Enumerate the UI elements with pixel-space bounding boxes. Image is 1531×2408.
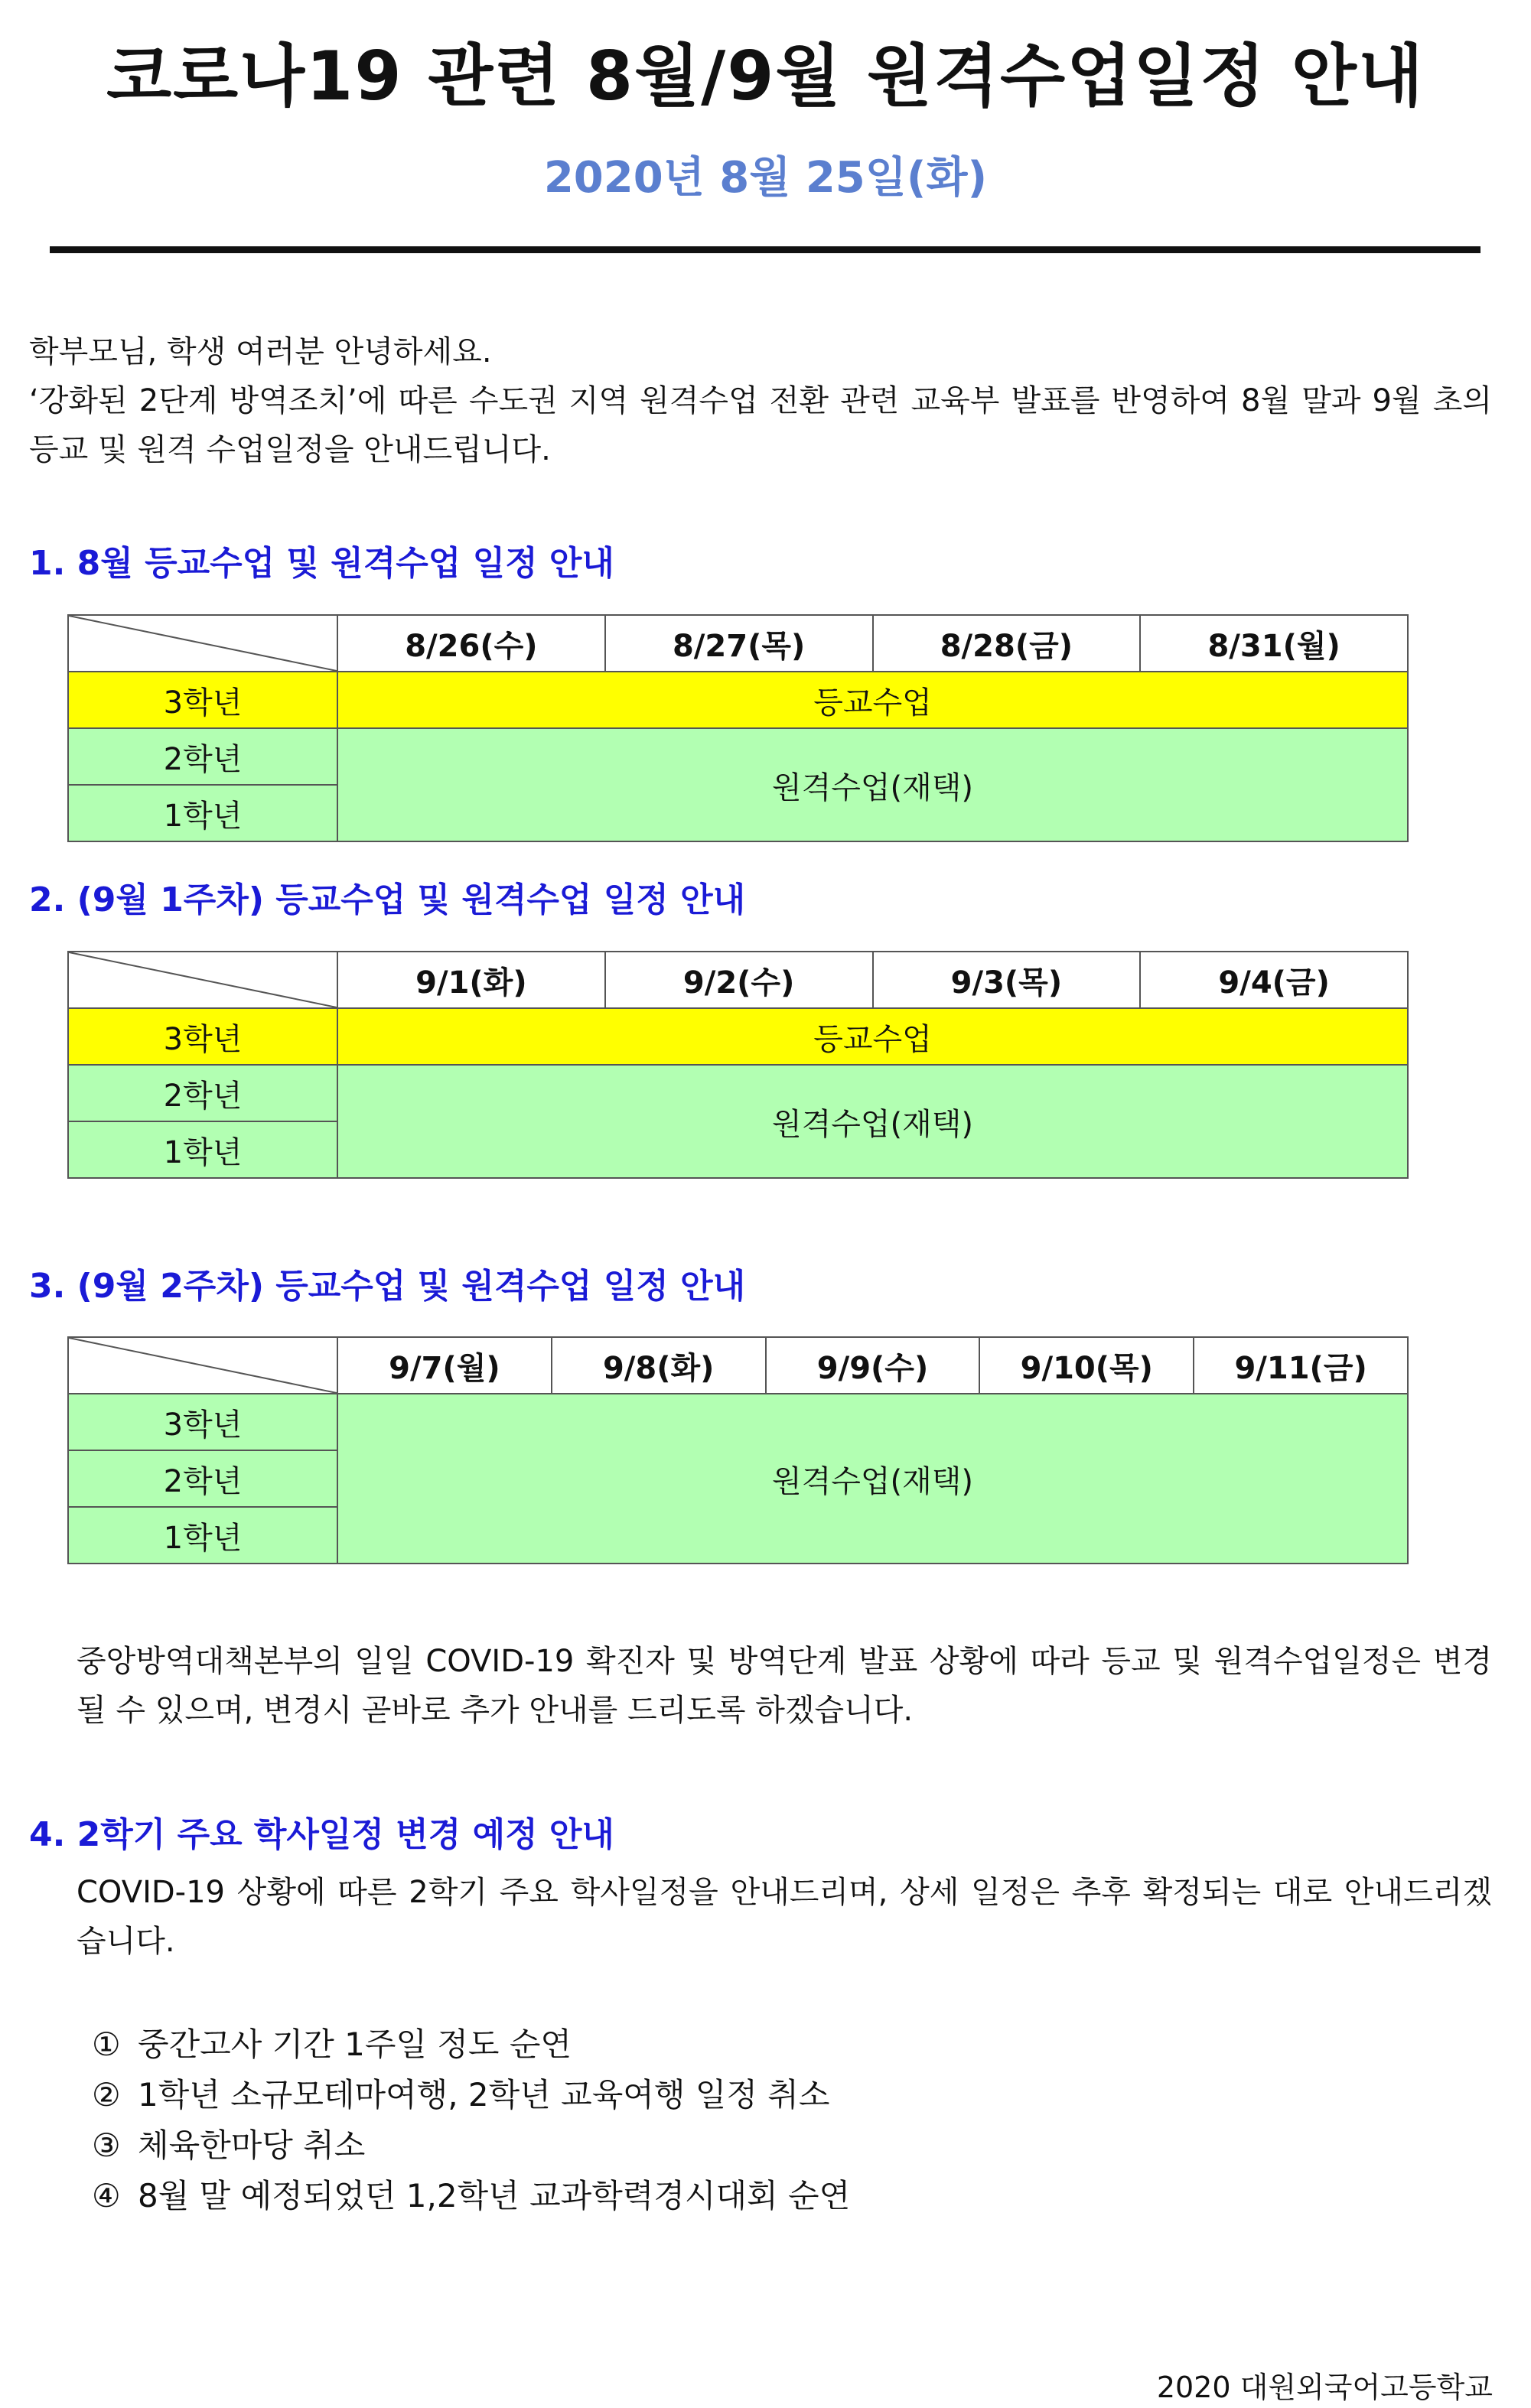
table-row (68, 672, 1408, 728)
grade-cell: 2학년 (68, 1065, 337, 1121)
academic-changes-list (92, 2019, 850, 2221)
corner-cell (68, 1337, 337, 1394)
section-1-heading: 1. 8월 등교수업 및 원격수업 일정 안내 (29, 544, 614, 583)
grade-cell: 1학년 (68, 1507, 337, 1564)
item-text: 중간고사 기간 1주일 정도 순연 (138, 2026, 572, 2063)
date-header: 9/10(목) (979, 1337, 1194, 1394)
date-header: 8/26(수) (337, 615, 605, 672)
intro-line-2: ‘강화된 2단계 방역조치’에 따른 수도권 지역 원격수업 전환 관련 교육부 발표를 반영하여 8월 말과 9월 초의 등교 및 원격 수업일정을 안내드립니다. (29, 383, 1492, 467)
intro-paragraph (29, 327, 1492, 474)
table-row (68, 1008, 1408, 1065)
grade-cell: 1학년 (68, 1121, 337, 1178)
grade-cell: 3학년 (68, 1394, 337, 1450)
item-number: ① (92, 2026, 121, 2063)
table-header-row (68, 1337, 1408, 1394)
in-school-cell: 등교수업 (337, 672, 1408, 728)
list-item (92, 2171, 850, 2221)
item-text: 체육한마당 취소 (138, 2127, 366, 2164)
schedule-table-sept-week2 (67, 1336, 1409, 1564)
schedule-table-sept-week1 (67, 951, 1409, 1179)
table-row (68, 728, 1408, 785)
school-name-footer: 2020 대원외국어고등학교 (1156, 2371, 1493, 2404)
date-header: 9/4(금) (1140, 952, 1408, 1008)
schedule-table-august (67, 614, 1409, 842)
table-row (68, 1065, 1408, 1121)
date-header: 9/1(화) (337, 952, 605, 1008)
section-4-heading: 4. 2학기 주요 학사일정 변경 예정 안내 (29, 1815, 614, 1854)
item-number: ③ (92, 2127, 121, 2164)
grade-cell: 1학년 (68, 785, 337, 841)
list-item (92, 2120, 850, 2171)
item-number: ② (92, 2076, 121, 2114)
title-divider (50, 246, 1481, 253)
remote-cell: 원격수업(재택) (337, 1065, 1408, 1178)
list-item (92, 2019, 850, 2070)
grade-cell: 2학년 (68, 1450, 337, 1507)
date-header: 9/9(수) (766, 1337, 980, 1394)
remote-cell: 원격수업(재택) (337, 1394, 1408, 1564)
item-text: 1학년 소규모테마여행, 2학년 교육여행 일정 취소 (138, 2076, 830, 2114)
date-header: 8/31(월) (1140, 615, 1408, 672)
corner-cell (68, 615, 337, 672)
section-3-heading: 3. (9월 2주차) 등교수업 및 원격수업 일정 안내 (29, 1267, 746, 1306)
item-text: 8월 말 예정되었던 1,2학년 교과학력경시대회 순연 (138, 2177, 851, 2214)
intro-line-1: 학부모님, 학생 여러분 안녕하세요. (29, 334, 492, 369)
table-row (68, 1394, 1408, 1450)
list-item (92, 2070, 850, 2120)
date-header: 9/2(수) (605, 952, 873, 1008)
page-date: 2020년 8월 25일(화) (543, 153, 988, 203)
date-header: 9/8(화) (552, 1337, 766, 1394)
in-school-cell: 등교수업 (337, 1008, 1408, 1065)
grade-cell: 3학년 (68, 1008, 337, 1065)
date-header: 9/3(목) (873, 952, 1141, 1008)
date-header: 9/7(월) (337, 1337, 552, 1394)
date-header: 8/28(금) (873, 615, 1141, 672)
grade-cell: 3학년 (68, 672, 337, 728)
date-header: 9/11(금) (1194, 1337, 1408, 1394)
corner-cell (68, 952, 337, 1008)
date-header: 8/27(목) (605, 615, 873, 672)
grade-cell: 2학년 (68, 728, 337, 785)
schedule-change-note: 중앙방역대책본부의 일일 COVID-19 확진자 및 방역단계 발표 상황에 따라 등교 및 원격수업일정은 변경될 수 있으며, 변경시 곧바로 추가 안내를 드리도록 하겠습니다. (77, 1644, 1492, 1728)
remote-cell: 원격수업(재택) (337, 728, 1408, 841)
section-4-text: COVID-19 상황에 따른 2학기 주요 학사일정을 안내드리며, 상세 일정은 추후 확정되는 대로 안내드리겠습니다. (77, 1875, 1492, 1959)
section-2-heading: 2. (9월 1주차) 등교수업 및 원격수업 일정 안내 (29, 880, 746, 919)
item-number: ④ (92, 2177, 121, 2214)
table-header-row (68, 615, 1408, 672)
table-header-row (68, 952, 1408, 1008)
page-title: 코로나19 관련 8월/9월 원격수업일정 안내 (106, 37, 1425, 116)
